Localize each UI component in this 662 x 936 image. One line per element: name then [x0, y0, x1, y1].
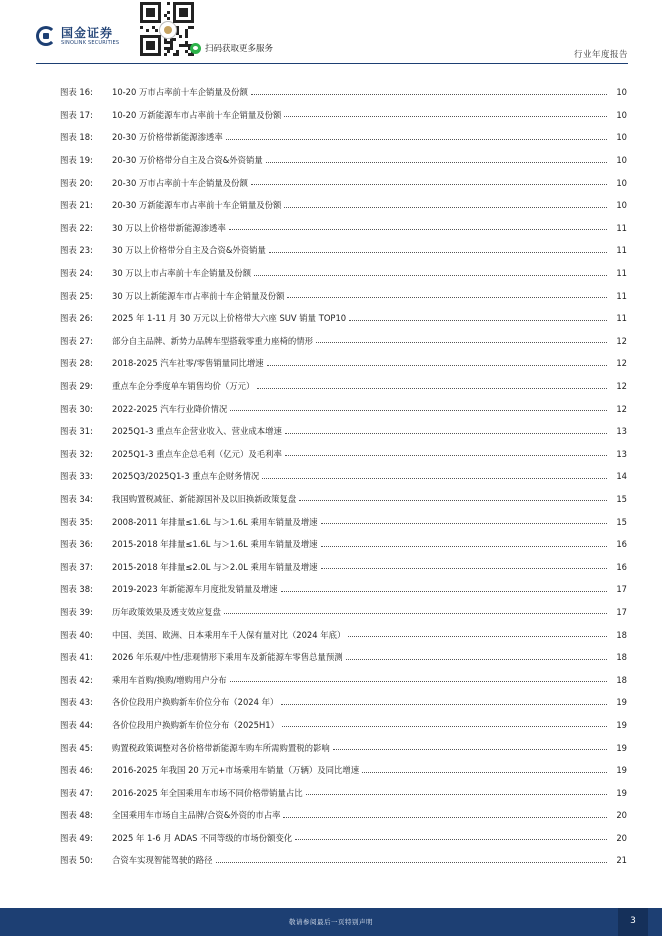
toc-entry[interactable] [60, 194, 627, 217]
document-type: 行业年度报告 [573, 50, 628, 60]
toc-entry-label: 图表 23: [60, 245, 93, 256]
toc-entry-page: 21 [616, 855, 627, 866]
header-divider [36, 63, 628, 64]
toc-dot-leader [285, 447, 607, 456]
toc-entry-page: 10 [616, 109, 627, 120]
toc-entry-label: 图表 21: [60, 200, 93, 211]
toc-entry-title: 20-30 万价格带分自主及合资&外资销量 [112, 155, 263, 166]
toc-entry-label: 图表 20: [60, 177, 93, 188]
toc-entry[interactable] [60, 284, 627, 307]
toc-dot-leader [316, 334, 607, 343]
toc-dot-leader [362, 764, 607, 773]
toc-entry[interactable] [60, 239, 627, 262]
toc-entry-title: 2019-2023 年新能源车月度批发销量及增速 [112, 584, 278, 595]
toc-entry-page: 13 [616, 448, 627, 459]
brand-name-cn: 国金证券 [61, 25, 114, 40]
toc-entry[interactable] [60, 781, 627, 804]
toc-dot-leader [281, 696, 607, 705]
toc-entry-page: 13 [616, 426, 627, 437]
toc-dot-leader [349, 312, 607, 321]
toc-entry-label: 图表 46: [60, 765, 93, 776]
toc-entry-title: 2015-2018 年排量≤2.0L 与＞2.0L 乘用车销量及增速 [112, 561, 318, 572]
toc-entry-label: 图表 50: [60, 855, 93, 866]
qr-code-icon[interactable] [140, 2, 194, 56]
toc-entry-title: 2026 年乐观/中性/悲观情形下乘用车及新能源车零售总量预测 [112, 652, 343, 663]
toc-entry-page: 12 [616, 403, 627, 414]
toc-entry-label: 图表 37: [60, 561, 93, 572]
toc-entry-title: 2025Q1-3 重点车企总毛利（亿元）及毛利率 [112, 448, 282, 459]
toc-entry-title: 乘用车首购/换购/增购用户分布 [112, 674, 227, 685]
toc-entry[interactable] [60, 375, 627, 398]
toc-entry-page: 11 [616, 290, 627, 301]
toc-dot-leader [262, 470, 607, 479]
toc-dot-leader [284, 199, 607, 208]
toc-entry-page: 19 [616, 697, 627, 708]
toc-entry-title: 各价位段用户换购新车价位分布（2024 年） [112, 697, 279, 708]
toc-dot-leader [287, 289, 607, 298]
scan-prompt [190, 42, 273, 54]
toc-entry[interactable] [60, 104, 627, 127]
toc-entry-label: 图表 22: [60, 222, 93, 233]
toc-entry-label: 图表 25: [60, 290, 93, 301]
toc-entry[interactable] [60, 171, 627, 194]
toc-entry-label: 图表 38: [60, 584, 93, 595]
toc-entry[interactable] [60, 623, 627, 646]
toc-entry-title: 我国购置税减征、新能源国补及以旧换新政策复盘 [112, 493, 297, 504]
toc-entry[interactable] [60, 849, 627, 872]
toc-entry-page: 18 [616, 629, 627, 640]
toc-entry-title: 20-30 万市占率前十车企销量及份额 [112, 177, 248, 188]
toc-entry-label: 图表 39: [60, 606, 93, 617]
toc-entry-title: 全国乘用车市场自主品牌/合资&外资的市占率 [112, 810, 281, 821]
toc-entry-title: 购置税政策调整对各价格带新能源车购车所需购置税的影响 [112, 742, 330, 753]
sinolink-logo [36, 26, 119, 46]
toc-entry-title: 2025 年 1-11 月 30 万元以上价格带大六座 SUV 销量 TOP10 [112, 313, 347, 324]
toc-dot-leader [295, 831, 607, 840]
toc-dot-leader [226, 131, 607, 140]
toc-entry[interactable] [60, 736, 627, 759]
toc-entry-page: 20 [616, 832, 627, 843]
toc-entry-page: 14 [616, 471, 627, 482]
toc-entry-label: 图表 29: [60, 381, 93, 392]
toc-entry[interactable] [60, 443, 627, 466]
toc-dot-leader [321, 560, 608, 569]
toc-entry-title: 2015-2018 年排量≤1.6L 与＞1.6L 乘用车销量及增速 [112, 539, 318, 550]
toc-dot-leader [346, 651, 607, 660]
toc-entry-page: 12 [616, 381, 627, 392]
toc-entry-title: 10-20 万市占率前十车企销量及份额 [112, 87, 248, 98]
toc-entry-page: 10 [616, 177, 627, 188]
toc-entry[interactable] [60, 149, 627, 172]
toc-entry[interactable] [60, 352, 627, 375]
toc-entry[interactable] [60, 126, 627, 149]
toc-entry[interactable] [60, 307, 627, 330]
page-number-badge [618, 908, 648, 936]
toc-entry[interactable] [60, 691, 627, 714]
toc-dot-leader [267, 357, 607, 366]
toc-entry-title: 2018-2025 汽车社零/零售销量同比增速 [112, 358, 264, 369]
toc-entry[interactable] [60, 510, 627, 533]
toc-dot-leader [251, 86, 607, 95]
toc-entry-label: 图表 36: [60, 539, 93, 550]
toc-entry-page: 15 [616, 493, 627, 504]
toc-entry-label: 图表 34: [60, 493, 93, 504]
toc-dot-leader [285, 425, 607, 434]
toc-entry-label: 图表 41: [60, 652, 93, 663]
toc-entry-label: 图表 26: [60, 313, 93, 324]
toc-entry-title: 各价位段用户换购新车价位分布（2025H1） [112, 719, 279, 730]
toc-entry-label: 图表 48: [60, 810, 93, 821]
toc-dot-leader [269, 244, 607, 253]
toc-dot-leader [224, 605, 607, 614]
toc-entry-page: 19 [616, 719, 627, 730]
toc-entry-label: 图表 44: [60, 719, 93, 730]
toc-entry-page: 16 [616, 561, 627, 572]
toc-entry-title: 30 万以上市占率前十车企销量及份额 [112, 268, 251, 279]
toc-entry-label: 图表 27: [60, 335, 93, 346]
toc-entry-page: 19 [616, 787, 627, 798]
toc-entry[interactable] [60, 465, 627, 488]
toc-dot-leader [254, 267, 607, 276]
page-footer [0, 908, 662, 936]
toc-entry-label: 图表 16: [60, 87, 93, 98]
toc-entry-page: 17 [616, 606, 627, 617]
toc-entry-title: 合资车实现智能驾驶的路径 [112, 855, 213, 866]
toc-entry-page: 10 [616, 132, 627, 143]
toc-entry-page: 18 [616, 674, 627, 685]
toc-entry-label: 图表 43: [60, 697, 93, 708]
toc-entry-title: 2022-2025 汽车行业降价情况 [112, 403, 228, 414]
toc-entry-page: 12 [616, 358, 627, 369]
page-number: 3 [630, 916, 636, 926]
toc-entry-title: 部分自主品牌、新势力品牌车型搭载零重力座椅的情形 [112, 335, 313, 346]
toc-entry[interactable] [60, 330, 627, 353]
toc-dot-leader [251, 176, 607, 185]
toc-entry-title: 2025Q1-3 重点车企营业收入、营业成本增速 [112, 426, 282, 437]
toc-entry-title: 重点车企分季度单车销售均价（万元） [112, 381, 255, 392]
toc-entry[interactable] [60, 397, 627, 420]
toc-entry-page: 20 [616, 810, 627, 821]
toc-entry[interactable] [60, 217, 627, 240]
toc-entry-page: 19 [616, 742, 627, 753]
toc-entry-title: 30 万以上价格带分自主及合资&外资销量 [112, 245, 266, 256]
toc-entry-label: 图表 18: [60, 132, 93, 143]
toc-entry-label: 图表 24: [60, 268, 93, 279]
toc-entry-label: 图表 35: [60, 516, 93, 527]
toc-dot-leader [282, 718, 607, 727]
toc-entry-label: 图表 40: [60, 629, 93, 640]
page-header [0, 0, 662, 64]
toc-dot-leader [321, 538, 608, 547]
toc-entry[interactable] [60, 601, 627, 624]
toc-entry-page: 15 [616, 516, 627, 527]
toc-dot-leader [230, 673, 607, 682]
toc-entry-page: 11 [616, 222, 627, 233]
toc-entry[interactable] [60, 420, 627, 443]
brand-name-en: SINOLINK SECURITIES [61, 39, 120, 46]
toc-entry-title: 20-30 万新能源车市占率前十车企销量及份额 [112, 200, 282, 211]
toc-entry[interactable] [60, 827, 627, 850]
toc-entry-label: 图表 42: [60, 674, 93, 685]
toc-entry[interactable] [60, 262, 627, 285]
toc-entry-label: 图表 19: [60, 155, 93, 166]
toc-entry-title: 2016-2025 年全国乘用车市场不同价格带销量占比 [112, 787, 303, 798]
toc-entry-title: 历年政策效果及透支效应复盘 [112, 606, 221, 617]
toc-entry[interactable] [60, 533, 627, 556]
toc-entry-page: 11 [616, 268, 627, 279]
toc-entry-label: 图表 47: [60, 787, 93, 798]
toc-entry-title: 30 万以上新能源车市占率前十车企销量及份额 [112, 290, 285, 301]
toc-dot-leader [229, 221, 607, 230]
toc-entry-page: 18 [616, 652, 627, 663]
toc-entry-title: 2016-2025 年我国 20 万元+市场乘用车销量（万辆）及同比增速 [112, 765, 360, 776]
toc-entry-label: 图表 33: [60, 471, 93, 482]
toc-entry-page: 17 [616, 584, 627, 595]
toc-entry-title: 中国、美国、欧洲、日本乘用车千人保有量对比（2024 年底） [112, 629, 346, 640]
toc-dot-leader [257, 380, 607, 389]
toc-entry-label: 图表 45: [60, 742, 93, 753]
toc-dot-leader [333, 741, 607, 750]
toc-entry-label: 图表 28: [60, 358, 93, 369]
toc-entry-page: 10 [616, 200, 627, 211]
logo-mark-icon [36, 26, 56, 46]
toc-entry-page: 19 [616, 765, 627, 776]
toc-dot-leader [306, 786, 607, 795]
toc-entry-label: 图表 31: [60, 426, 93, 437]
table-of-figures [60, 81, 627, 872]
toc-entry[interactable] [60, 81, 627, 104]
toc-entry[interactable] [60, 759, 627, 782]
toc-dot-leader [281, 583, 607, 592]
toc-dot-leader [348, 628, 607, 637]
footer-disclaimer: 敬请参阅最后一页特别声明 [289, 918, 373, 926]
toc-dot-leader [230, 402, 607, 411]
toc-entry[interactable] [60, 714, 627, 737]
toc-entry-page: 10 [616, 87, 627, 98]
toc-entry[interactable] [60, 646, 627, 669]
toc-dot-leader [299, 492, 607, 501]
toc-entry-label: 图表 30: [60, 403, 93, 414]
toc-dot-leader [321, 515, 608, 524]
toc-entry-title: 10-20 万新能源车市占率前十车企销量及份额 [112, 109, 282, 120]
toc-dot-leader [284, 108, 607, 117]
toc-entry-title: 2025Q3/2025Q1-3 重点车企财务情况 [112, 471, 260, 482]
toc-entry-page: 16 [616, 539, 627, 550]
toc-entry-page: 11 [616, 313, 627, 324]
toc-entry-title: 20-30 万价格带新能源渗透率 [112, 132, 223, 143]
toc-entry-label: 图表 32: [60, 448, 93, 459]
toc-entry-title: 2008-2011 年排量≤1.6L 与＞1.6L 乘用车销量及增速 [112, 516, 318, 527]
toc-entry[interactable] [60, 804, 627, 827]
toc-entry-title: 2025 年 1-6 月 ADAS 不同等级的市场份额变化 [112, 832, 293, 843]
toc-entry[interactable] [60, 488, 627, 511]
toc-entry[interactable] [60, 555, 627, 578]
toc-dot-leader [283, 809, 607, 818]
toc-entry-page: 12 [616, 335, 627, 346]
toc-entry-label: 图表 49: [60, 832, 93, 843]
toc-entry[interactable] [60, 668, 627, 691]
toc-entry-page: 10 [616, 155, 627, 166]
toc-dot-leader [266, 154, 607, 163]
toc-entry-title: 30 万以上价格带新能源渗透率 [112, 222, 226, 233]
toc-dot-leader [216, 854, 608, 863]
wechat-icon [190, 43, 201, 54]
toc-entry[interactable] [60, 578, 627, 601]
toc-entry-page: 11 [616, 245, 627, 256]
scan-text: 扫码获取更多服务 [205, 44, 274, 54]
toc-entry-label: 图表 17: [60, 109, 93, 120]
